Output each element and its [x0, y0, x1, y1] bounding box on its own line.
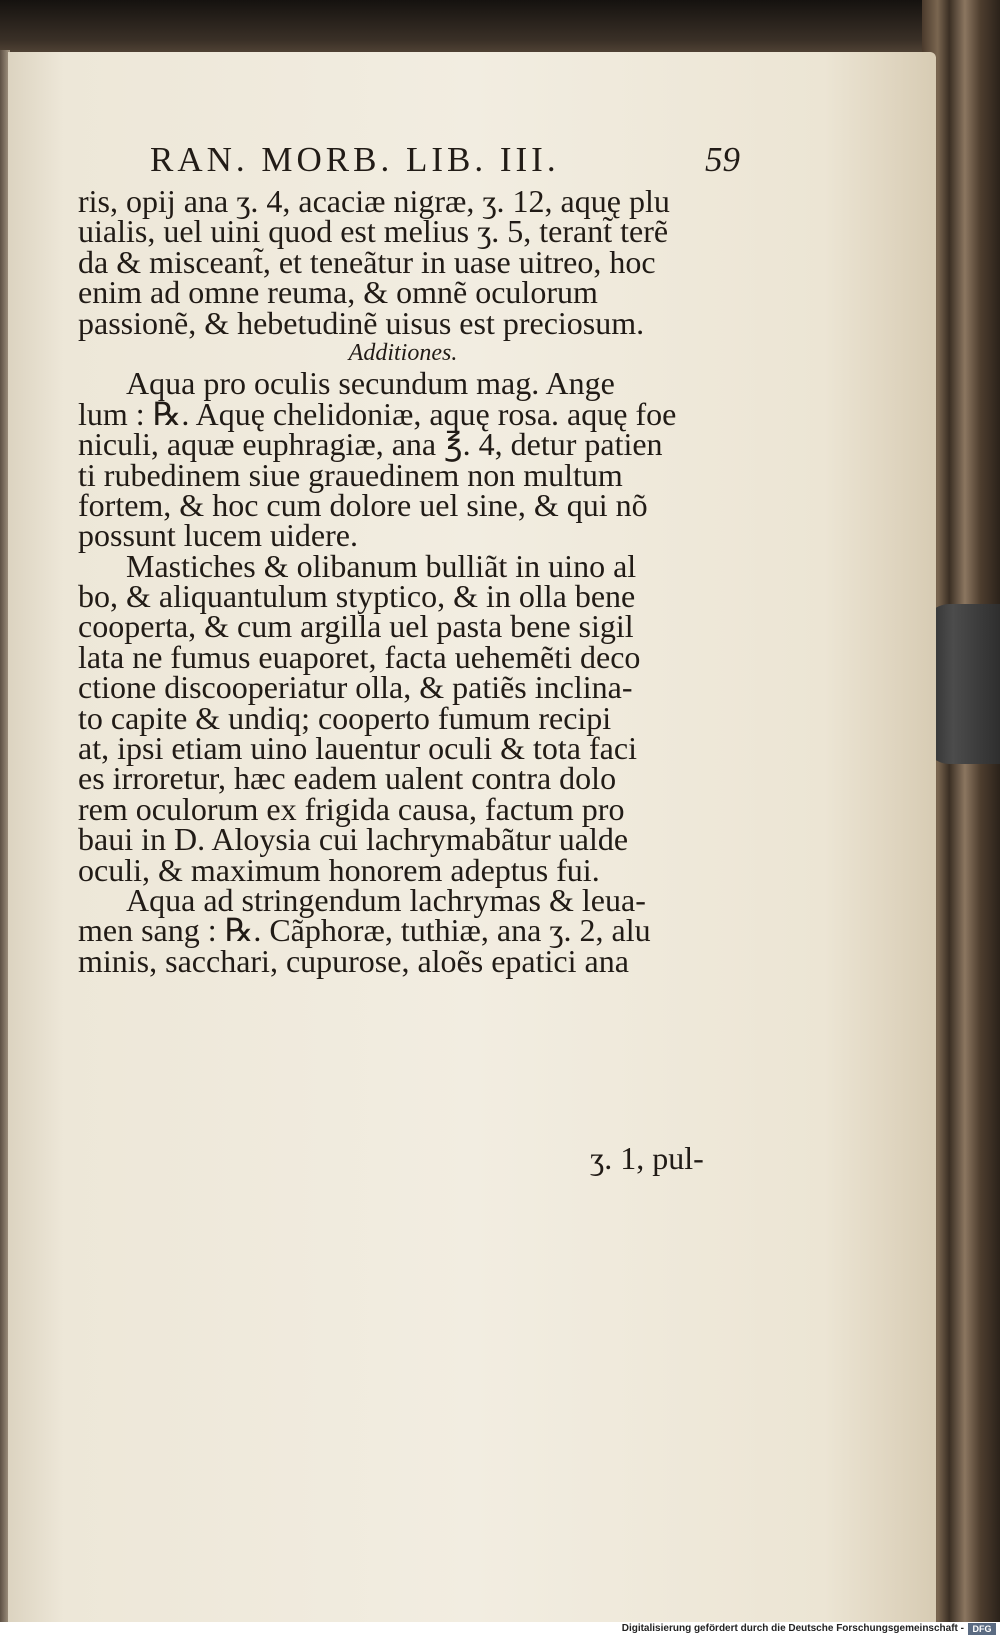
page-header [150, 140, 740, 180]
text-line: niculi, aquæ euphragiæ, ana ℥. 4, detur patien [78, 426, 663, 463]
text-line: Aqua ad stringendum lachrymas & leua- [126, 881, 646, 918]
text-line: ris, opij ana ʒ. 4, acaciæ nigræ, ʒ. 12, aquę plu [78, 183, 670, 219]
text-line: lum : ℞. Aquę chelidoniæ, aquę rosa. aquę foe [78, 395, 677, 432]
text-line: rem oculorum ex frigida causa, factum pro [78, 790, 625, 827]
text-line: possunt lucem uidere. [78, 517, 358, 554]
text-line: ti rubedinem siue grauedinem non multum [78, 456, 623, 493]
text-line: enim ad omne reuma, & omnẽ oculorum [78, 274, 598, 311]
section-heading: Additiones. [348, 339, 458, 366]
text-line: fortem, & hoc cum dolore uel sine, & qui nõ [78, 486, 648, 523]
page-number: 59 [705, 140, 740, 179]
dfg-logo: DFG [968, 1623, 996, 1635]
text-line: bo, & aliquantulum styptico, & in olla bene [78, 578, 636, 615]
catchword: ʒ. 1, pul- [590, 1140, 704, 1176]
running-head: RAN. MORB. LIB. III. [150, 140, 560, 179]
text-line: men sang : ℞. Cãphoræ, tuthiæ, ana ʒ. 2, alu [78, 912, 651, 949]
text-line: uialis, uel uini quod est melius ʒ. 5, terant̃ terẽ [78, 213, 669, 250]
text-line: oculi, & maximum honorem adeptus fui. [78, 851, 600, 888]
text-line: baui in D. Aloysia cui lachrymabãtur ualde [78, 821, 629, 858]
text-line: lata ne fumus euaporet, facta uehemẽti deco [78, 638, 641, 675]
text-line: to capite & undiq; cooperto fumum recipi [78, 699, 612, 736]
text-line: es irroretur, hæc eadem ualent contra dolo [78, 760, 617, 797]
text-line: da & misceant̃, et teneãtur in uase uitreo, hoc [78, 243, 656, 280]
text-line: cooperta, & cum argilla uel pasta bene sigil [78, 608, 634, 645]
funding-credit: Digitalisierung gefördert durch die Deutsche Forschungsgemeinschaft - [621, 1623, 964, 1634]
text-line: Aqua pro oculis secundum mag. Ange [126, 365, 615, 402]
book-top-edge [0, 0, 935, 58]
text-line: Mastiches & olibanum bulliãt in uino al [126, 547, 637, 584]
show-through-shadow [760, 432, 920, 1132]
text-line: ctione discooperiatur olla, & patiẽs inclina- [78, 669, 633, 706]
digitization-footer [0, 1622, 1000, 1636]
text-line: passionẽ, & hebetudinẽ uisus est preciosum. [78, 304, 645, 341]
text-line: at, ipsi etiam uino lauentur oculi & tota faci [78, 730, 637, 767]
body-text [78, 183, 728, 979]
text-line: minis, sacchari, cupurose, aloẽs epatici ana [78, 942, 629, 979]
